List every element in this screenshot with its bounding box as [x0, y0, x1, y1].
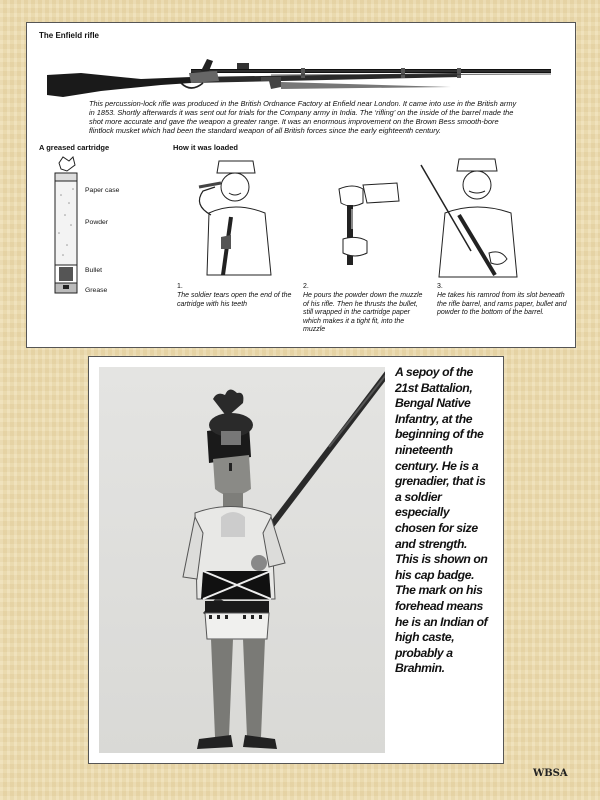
caption-line: nineteenth	[395, 442, 453, 457]
soldier-ramming	[411, 155, 535, 279]
caption-line: Infantry, at the	[395, 411, 473, 426]
cartridge-title: A greased cartridge	[39, 143, 110, 152]
caption-line: a soldier	[395, 489, 442, 504]
hands-pouring-powder	[323, 179, 403, 279]
caption-line: grenadier, that is	[395, 474, 486, 489]
caption-line: and strength.	[395, 536, 467, 551]
caption-line: Brahmin.	[395, 661, 445, 676]
rifle-title: The Enfield rifle	[39, 31, 100, 40]
step-3-text: He takes his ramrod from its slot beneath the rifle barrel, and rams paper, bullet and powder to the bottom of the barrel.	[437, 292, 567, 316]
loading-title: How it was loaded	[173, 143, 239, 152]
caption-line: century. He is a	[395, 458, 479, 473]
rifle-illustration	[41, 47, 561, 99]
step-1-number: 1.	[177, 283, 183, 290]
caption-line: especially	[395, 505, 450, 520]
caption-line: beginning of the	[395, 427, 484, 442]
label-paper-case: Paper case	[85, 187, 120, 194]
wbsa-watermark: WBSA	[533, 768, 568, 779]
caption-line: his cap badge.	[395, 567, 475, 582]
step-1-text: The soldier tears open the end of the cartridge with his teeth	[177, 292, 292, 308]
caption-line: high caste,	[395, 630, 455, 645]
label-powder: Powder	[85, 219, 109, 226]
caption-line: probably a	[395, 645, 453, 660]
sepoy-figure	[99, 367, 385, 753]
caption-line: Bengal Native	[395, 396, 471, 411]
caption-line: he is an Indian of	[395, 614, 488, 629]
cartridge-illustration	[39, 155, 89, 299]
label-grease: Grease	[85, 287, 108, 294]
caption-line: chosen for size	[395, 520, 478, 535]
soldier-tearing-cartridge	[173, 157, 293, 277]
step-2-text: He pours the powder down the muzzle of his rifle. Then he thrusts the bullet, still wrapped in the cartridge paper which makes it a tight fit, into the muzzle	[303, 292, 423, 333]
step-3-number: 3.	[437, 283, 443, 290]
caption-line: The mark on his	[395, 583, 483, 598]
label-bullet: Bullet	[85, 267, 103, 274]
caption-line: forehead means	[395, 598, 483, 613]
sepoy-caption	[395, 365, 501, 677]
caption-line: A sepoy of the	[395, 365, 473, 379]
step-2-number: 2.	[303, 283, 309, 290]
rifle-description: This percussion-lock rifle was produced in the British Ordnance Factory at Enfield near London. It came into use in the British army in 1853. Shortly afterwards it was sent out for trials for the Company army in India. The ‘rifling’ on the inside of the barrel made the shot more accurate and gave the weapon a greater range. It was an enormous improvement on the Brown Bess smooth-bore flintlock musket which had been the standard weapon of all British forces since the early eighteenth century.	[89, 99, 517, 135]
caption-line: This is shown on	[395, 552, 488, 567]
caption-line: 21st Battalion,	[395, 380, 473, 395]
sepoy-portrait	[99, 367, 385, 753]
sepoy-panel	[88, 356, 504, 764]
enfield-info-panel	[26, 22, 576, 348]
